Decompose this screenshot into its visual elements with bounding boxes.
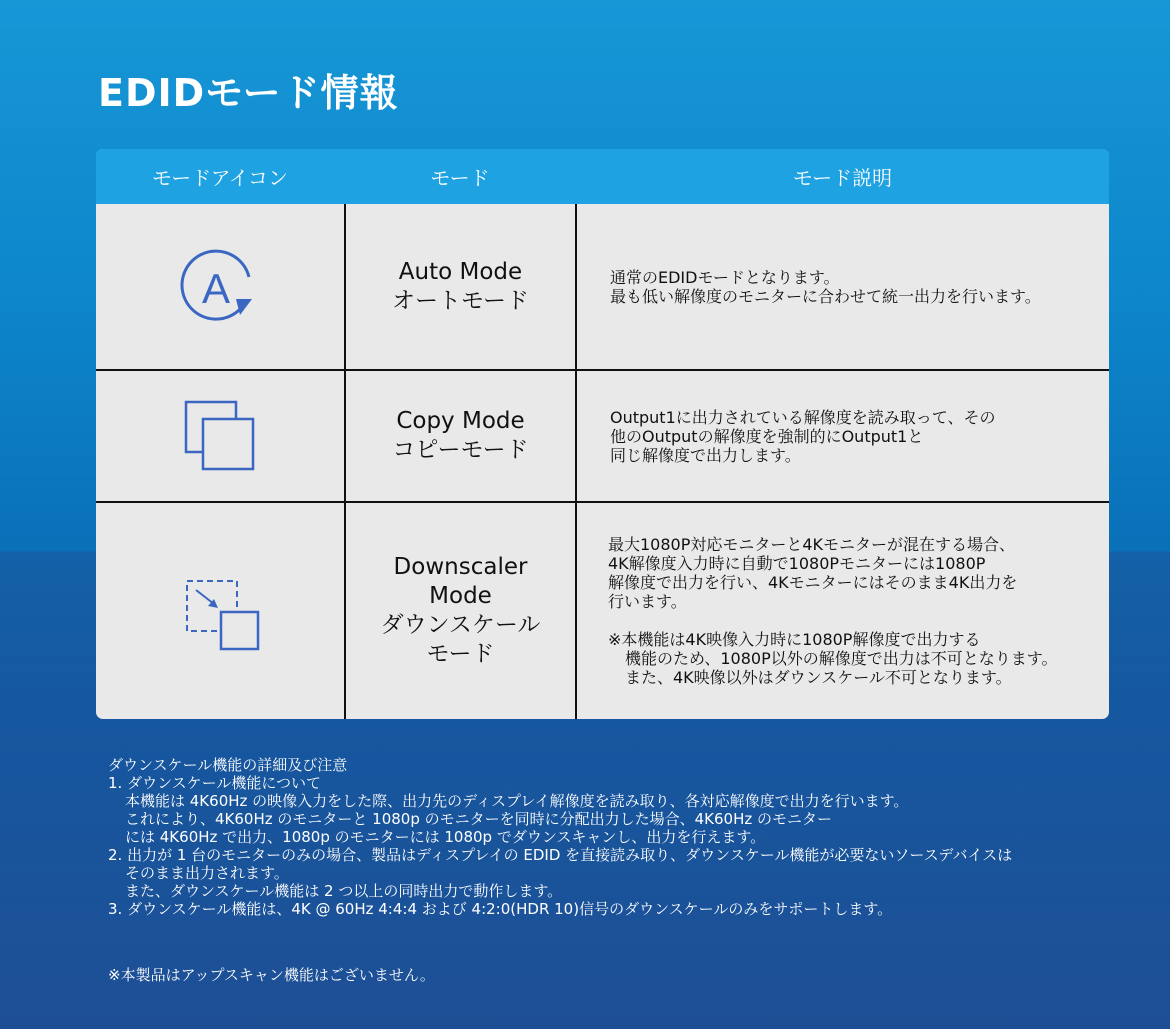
row-copy-mode-cell: [346, 371, 575, 501]
downscale-notes: [108, 756, 1012, 918]
row-copy-description-cell: [610, 371, 1105, 501]
notes-line: これにより、4K60Hz のモニターと 1080p のモニターを同時に分配出力した場合、4K60Hz のモニター: [125, 810, 833, 828]
svg-text:A: A: [201, 264, 231, 312]
mode-name: Auto Mode: [398, 258, 523, 285]
notes-line: には 4K60Hz で出力、1080p のモニターには 1080p でダウンスキャンし、出力を行えます。: [125, 828, 766, 846]
footer-note: ※本製品はアップスキャン機能はございません。: [108, 966, 435, 984]
description-line: 行います。: [608, 592, 687, 611]
notes-line: また、ダウンスケール機能は 2 つ以上の同時出力で動作します。: [125, 882, 563, 900]
notes-heading: ダウンスケール機能の詳細及び注意: [108, 756, 348, 774]
description-line: 最も低い解像度のモニターに合わせて統一出力を行います。: [610, 286, 1041, 306]
row-copy-icon-cell: [96, 371, 344, 501]
note-line: 機能のため、1080P以外の解像度で出力は不可となります。: [625, 649, 1058, 668]
edid-mode-table: [96, 149, 1109, 719]
page-title: EDIDモード情報: [98, 71, 399, 115]
description-line: 最大1080P対応モニターと4Kモニターが混在する場合、: [608, 535, 1016, 554]
notes-line: 2. 出力が 1 台のモニターのみの場合、製品はディスプレイの EDID を直接読み取り、ダウンスケール機能が必要ないソースデバイスは: [108, 846, 1013, 864]
row-downscaler-mode-cell: [346, 503, 575, 719]
description-line: 解像度で出力を行い、4Kモニターにはそのまま4K出力を: [608, 573, 1018, 592]
copy-mode-icon: [180, 396, 260, 476]
notes-line: 3. ダウンスケール機能は、4K @ 60Hz 4:4:4 および 4:2:0(HDR 10)信号のダウンスケールのみをサポートします。: [108, 900, 893, 918]
row-auto-description-cell: [610, 204, 1105, 369]
description-line: 通常のEDIDモードとなります。: [610, 267, 840, 287]
row-auto-icon-cell: [96, 204, 344, 369]
mode-name-ja: コピーモード: [392, 437, 529, 463]
header-mode-icon: モードアイコン: [152, 166, 288, 190]
mode-name: Downscaler: [393, 554, 528, 580]
note-line: また、4K映像以外はダウンスケール不可となります。: [625, 668, 1012, 687]
description-line: 4K解像度入力時に自動で1080Pモニターには1080P: [608, 554, 986, 573]
header-mode-description: モード説明: [792, 166, 893, 190]
downscaler-mode-icon: [180, 574, 260, 654]
auto-mode-icon: [180, 247, 260, 327]
table-header: [96, 149, 1109, 204]
row-auto-mode-cell: [346, 204, 575, 369]
mode-name: Copy Mode: [396, 408, 525, 434]
notes-line: 1. ダウンスケール機能について: [108, 774, 322, 792]
mode-name-ja: オートモード: [391, 287, 530, 314]
row-downscaler-icon-cell: [96, 503, 344, 719]
mode-name-ja: ダウンスケール: [380, 612, 541, 638]
row-downscaler-description-cell: [608, 503, 1105, 719]
description-line: 同じ解像度で出力します。: [610, 445, 801, 465]
note-line: ※本機能は4K映像入力時に1080P解像度で出力する: [608, 630, 981, 649]
header-mode: モード: [430, 166, 490, 190]
description-line: Output1に出力されている解像度を読み取って、その: [610, 407, 996, 427]
notes-line: そのまま出力されます。: [125, 864, 289, 882]
description-line: 他のOutputの解像度を強制的にOutput1と: [610, 426, 924, 446]
mode-name-ja: モード: [426, 641, 495, 667]
notes-line: 本機能は 4K60Hz の映像入力をした際、出力先のディスプレイ解像度を読み取り、各対応解像度で出力を行います。: [125, 792, 909, 810]
mode-name: Mode: [429, 583, 492, 609]
column-divider: [575, 204, 577, 719]
